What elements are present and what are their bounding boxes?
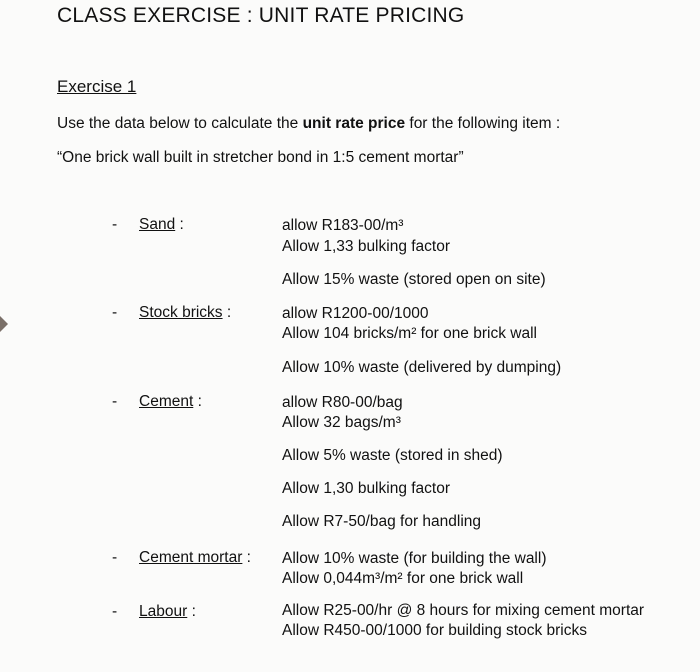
item-label-separator: : <box>242 549 251 566</box>
item-label-separator: : <box>222 304 232 321</box>
item-label-separator: : <box>187 603 196 620</box>
page-edge-mark <box>0 316 8 332</box>
item-description: “One brick wall built in stretcher bond in 1:5 cement mortar” <box>57 149 464 166</box>
detail-line: Allow 1,30 bulking factor <box>282 480 451 497</box>
detail-line: allow R183-00/m³ <box>282 217 404 234</box>
instruction-text <box>57 115 560 133</box>
detail-line: allow R80-00/bag <box>282 394 403 411</box>
detail-line: Allow 104 bricks/m² for one brick wall <box>282 325 537 342</box>
detail-line: Allow 5% waste (stored in shed) <box>282 447 503 464</box>
list-bullet: - <box>112 549 118 566</box>
detail-line: Allow R7-50/bag for handling <box>282 513 482 530</box>
item-label-text: Cement <box>139 393 194 410</box>
list-bullet: - <box>112 393 118 410</box>
item-label-text: Cement mortar <box>139 549 243 566</box>
instruction-emphasis: unit rate price <box>302 115 406 132</box>
item-label-cement <box>139 393 202 411</box>
detail-line: Allow R450-00/1000 for building stock bricks <box>282 622 587 639</box>
instruction-before: Use the data below to calculate the <box>57 115 303 132</box>
detail-line: Allow R25-00/hr @ 8 hours for mixing cement mortar <box>282 602 645 619</box>
item-label-labour <box>139 603 196 621</box>
detail-line: Allow 10% waste (for building the wall) <box>282 550 547 567</box>
instruction-after: for the following item : <box>405 115 561 132</box>
detail-line: Allow 1,33 bulking factor <box>282 238 451 255</box>
item-label-cement-mortar <box>139 549 251 567</box>
page-title: CLASS EXERCISE : UNIT RATE PRICING <box>57 4 465 27</box>
detail-line: Allow 10% waste (delivered by dumping) <box>282 359 562 376</box>
item-label-text: Sand <box>139 216 176 233</box>
list-bullet: - <box>112 304 118 321</box>
detail-line: Allow 15% waste (stored open on site) <box>282 271 546 288</box>
exercise-heading: Exercise 1 <box>57 77 137 96</box>
detail-line: Allow 32 bags/m³ <box>282 414 401 431</box>
item-label-separator: : <box>193 393 202 410</box>
item-label-text: Stock bricks <box>139 304 223 321</box>
detail-line: allow R1200-00/1000 <box>282 305 429 322</box>
item-label-stock-bricks <box>139 304 231 322</box>
item-label-sand <box>139 216 184 234</box>
list-bullet: - <box>112 216 118 233</box>
list-bullet: - <box>112 603 118 620</box>
item-label-separator: : <box>175 216 184 233</box>
detail-line: Allow 0,044m³/m² for one brick wall <box>282 570 524 587</box>
item-label-text: Labour <box>139 603 188 620</box>
